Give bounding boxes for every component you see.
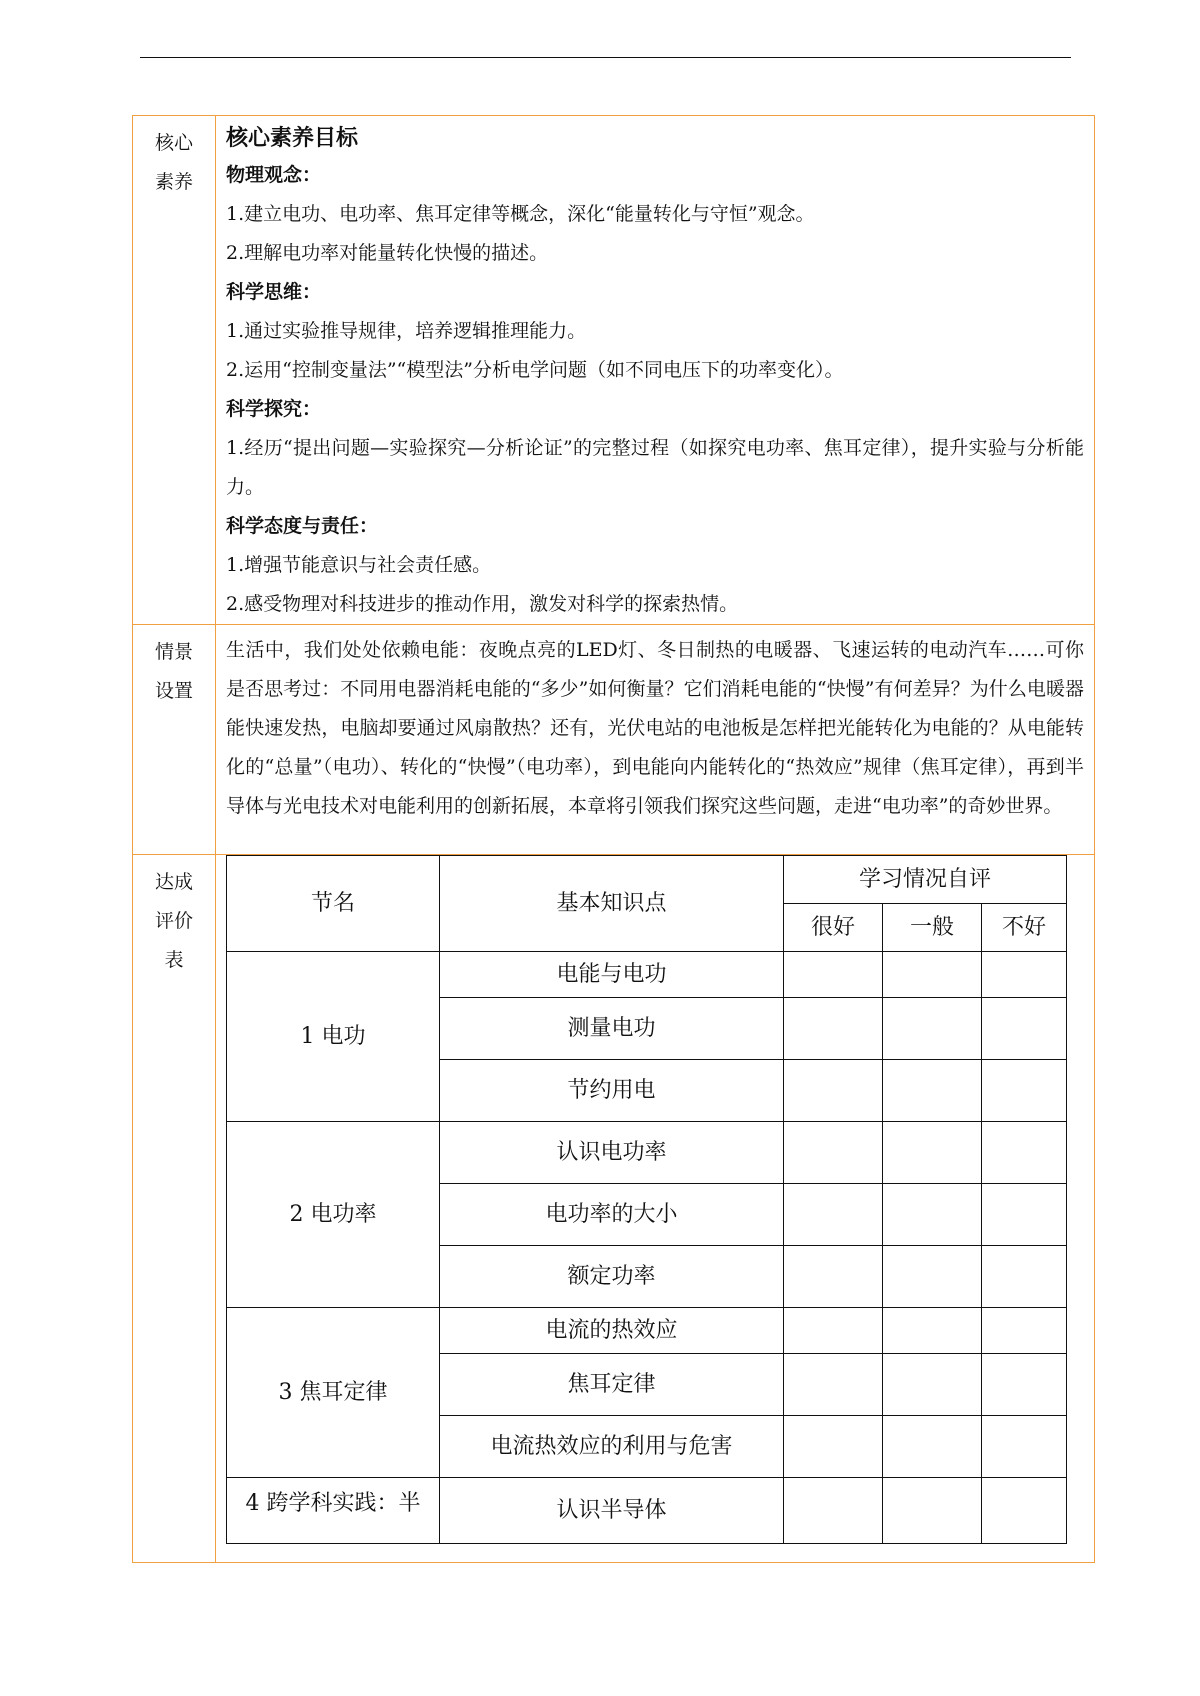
- core-literacy-content: [216, 116, 1095, 625]
- rating-good-header: 很好: [784, 904, 883, 952]
- lesson-plan-table: [132, 115, 1095, 1563]
- rating-normal-cell[interactable]: [883, 1060, 982, 1122]
- rating-normal-cell[interactable]: [883, 952, 982, 998]
- core-group-item: 1.增强节能意识与社会责任感。: [226, 554, 492, 576]
- knowledge-point-cell: 节约用电: [440, 1060, 784, 1122]
- knowledge-point-cell: 电能与电功: [440, 952, 784, 998]
- rating-normal-cell[interactable]: [883, 998, 982, 1060]
- rating-normal-cell[interactable]: [883, 1354, 982, 1416]
- evaluation-content: [216, 855, 1095, 1563]
- knowledge-point-cell: 认识电功率: [440, 1122, 784, 1184]
- evaluation-table-row: [227, 952, 1067, 998]
- rating-good-cell[interactable]: [784, 998, 883, 1060]
- section-name-cell: 1 电功: [227, 952, 440, 1122]
- rating-normal-cell[interactable]: [883, 1122, 982, 1184]
- rating-bad-header: 不好: [982, 904, 1067, 952]
- knowledge-point-cell: 认识半导体: [440, 1478, 784, 1544]
- rating-bad-cell[interactable]: [982, 998, 1067, 1060]
- rating-normal-cell[interactable]: [883, 1308, 982, 1354]
- section-name-cell: 4 跨学科实践：半: [227, 1478, 440, 1544]
- rating-bad-cell[interactable]: [982, 1354, 1067, 1416]
- core-group-item: 1.通过实验推导规律，培养逻辑推理能力。: [226, 320, 587, 342]
- scenario-row: [133, 625, 1095, 855]
- core-group-heading: 科学态度与责任：: [226, 515, 379, 537]
- evaluation-table-row: [227, 1478, 1067, 1544]
- knowledge-point-cell: 焦耳定律: [440, 1354, 784, 1416]
- evaluation-table-row: [227, 1122, 1067, 1184]
- rating-good-cell[interactable]: [784, 1478, 883, 1544]
- evaluation-table: [226, 855, 1067, 1544]
- rating-bad-cell[interactable]: [982, 1184, 1067, 1246]
- core-group-item: 1.经历“提出问题—实验探究—分析论证”的完整过程（如探究电功率、焦耳定律），提升实验与分析能力。: [226, 437, 1084, 498]
- section-name-cell: 2 电功率: [227, 1122, 440, 1308]
- knowledge-point-cell: 电功率的大小: [440, 1184, 784, 1246]
- rating-good-cell[interactable]: [784, 1060, 883, 1122]
- knowledge-point-cell: 电流热效应的利用与危害: [440, 1416, 784, 1478]
- rating-normal-cell[interactable]: [883, 1246, 982, 1308]
- core-literacy-label: 核心 素养: [133, 116, 216, 625]
- rating-normal-cell[interactable]: [883, 1416, 982, 1478]
- core-literacy-groups: [226, 156, 1084, 624]
- rating-bad-cell[interactable]: [982, 952, 1067, 998]
- core-group-heading: 物理观念：: [226, 164, 322, 186]
- evaluation-row: [133, 855, 1095, 1563]
- rating-good-cell[interactable]: [784, 1246, 883, 1308]
- core-group-item: 2.感受物理对科技进步的推动作用，激发对科学的探索热情。: [226, 593, 739, 615]
- core-literacy-row: [133, 116, 1095, 625]
- section-name-header: 节名: [227, 856, 440, 952]
- core-group-item: 2.运用“控制变量法”“模型法”分析电学问题（如不同电压下的功率变化）。: [226, 359, 844, 381]
- rating-bad-cell[interactable]: [982, 1122, 1067, 1184]
- page-header-rule: [140, 57, 1071, 58]
- knowledge-point-cell: 电流的热效应: [440, 1308, 784, 1354]
- core-group-heading: 科学探究：: [226, 398, 322, 420]
- core-group-item: 2.理解电功率对能量转化快慢的描述。: [226, 242, 549, 264]
- rating-good-cell[interactable]: [784, 1308, 883, 1354]
- core-literacy-title: 核心素养目标: [226, 126, 359, 151]
- scenario-label: 情景 设置: [133, 625, 216, 855]
- knowledge-point-cell: 测量电功: [440, 998, 784, 1060]
- rating-good-cell[interactable]: [784, 1122, 883, 1184]
- evaluation-table-row: [227, 1308, 1067, 1354]
- rating-bad-cell[interactable]: [982, 1478, 1067, 1544]
- evaluation-label: 达成 评价 表: [133, 855, 216, 1563]
- knowledge-point-cell: 额定功率: [440, 1246, 784, 1308]
- rating-good-cell[interactable]: [784, 1416, 883, 1478]
- core-group-item: 1.建立电功、电功率、焦耳定律等概念，深化“能量转化与守恒”观念。: [226, 203, 815, 225]
- rating-normal-cell[interactable]: [883, 1184, 982, 1246]
- rating-normal-cell[interactable]: [883, 1478, 982, 1544]
- scenario-content: [216, 625, 1095, 855]
- rating-good-cell[interactable]: [784, 1184, 883, 1246]
- rating-good-cell[interactable]: [784, 1354, 883, 1416]
- rating-bad-cell[interactable]: [982, 1060, 1067, 1122]
- rating-normal-header: 一般: [883, 904, 982, 952]
- scenario-text: 生活中，我们处处依赖电能：夜晚点亮的LED灯、冬日制热的电暖器、飞速运转的电动汽车……可你是否思考过：不同用电器消耗电能的“多少”如何衡量？它们消耗电能的“快慢”有何差异？为什么电暖器能快速发热，电脑却要通过风扇散热？还有，光伏电站的电池板是怎样把光能转化为电能的？从电能转化的“总量”（电功）、转化的“快慢”（电功率），到电能向内能转化的“热效应”规律（焦耳定律），再到半导体与光电技术对电能利用的创新拓展，本章将引领我们探究这些问题，走进“电功率”的奇妙世界。: [226, 639, 1084, 817]
- section-name-cell: 3 焦耳定律: [227, 1308, 440, 1478]
- self-evaluation-header: 学习情况自评: [784, 856, 1067, 904]
- rating-bad-cell[interactable]: [982, 1416, 1067, 1478]
- rating-bad-cell[interactable]: [982, 1308, 1067, 1354]
- core-group-heading: 科学思维：: [226, 281, 322, 303]
- rating-bad-cell[interactable]: [982, 1246, 1067, 1308]
- evaluation-header-row: [227, 856, 1067, 904]
- knowledge-point-header: 基本知识点: [440, 856, 784, 952]
- rating-good-cell[interactable]: [784, 952, 883, 998]
